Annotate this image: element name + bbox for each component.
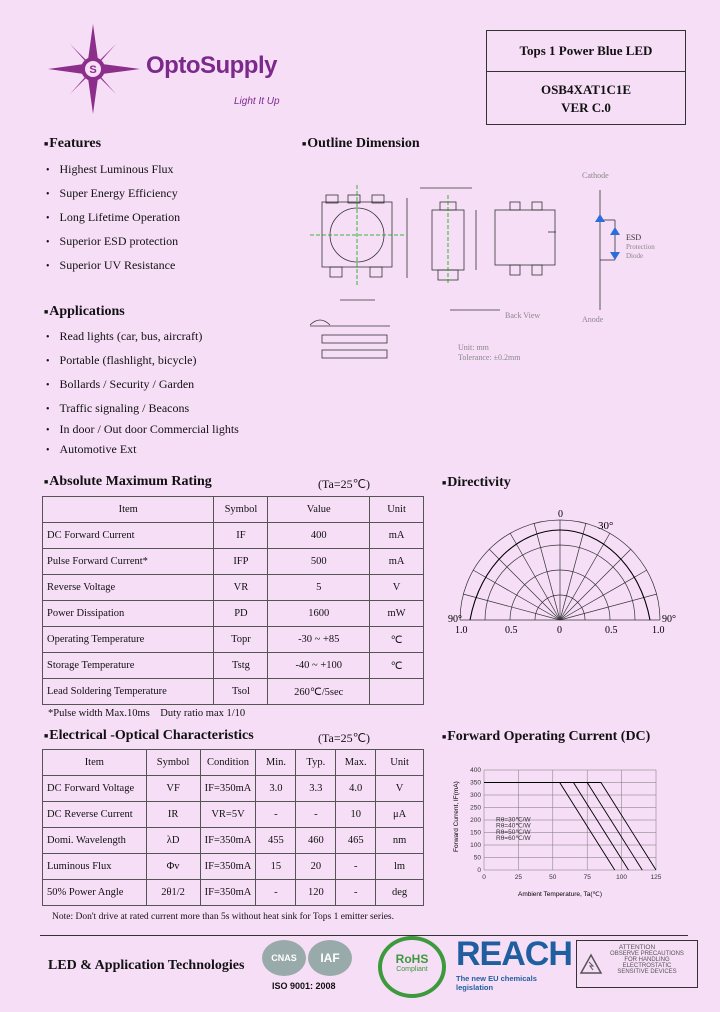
title-line3: VER C.0 — [561, 100, 611, 115]
cell: IF=350mA — [200, 854, 256, 880]
cell: Reverse Voltage — [43, 575, 214, 601]
th: Value — [268, 497, 370, 523]
cell: DC Forward Current — [43, 523, 214, 549]
foc-title: ■ Forward Operating Current (DC) — [442, 729, 650, 745]
protection-label: Protection — [626, 243, 655, 251]
iaf-logo — [308, 940, 352, 976]
th: Unit — [376, 750, 424, 776]
dir-tick: 0.5 — [605, 625, 618, 635]
cell: Operating Temperature — [43, 627, 214, 653]
table-row — [43, 776, 424, 802]
cell: IF=350mA — [200, 776, 256, 802]
eoc-title: ■ Electrical -Optical Characteristics — [44, 728, 254, 744]
rohs-logo — [378, 936, 446, 998]
cell: - — [256, 802, 296, 828]
cell: mW — [370, 601, 424, 627]
cell: - — [336, 854, 376, 880]
foc-ytick: 350 — [470, 779, 481, 787]
cell: V — [370, 575, 424, 601]
cnas-logo — [262, 940, 306, 976]
esd-label: ESD — [626, 233, 642, 242]
cell: IFP — [214, 549, 268, 575]
cell: 4.0 — [336, 776, 376, 802]
cell: IR — [146, 802, 200, 828]
foc-ylabel: Forward Current, IF(mA) — [453, 781, 460, 852]
tolerance-label: Tolerance: ±0.2mm — [458, 353, 521, 362]
foc-ytick: 400 — [470, 767, 481, 774]
th: Min. — [256, 750, 296, 776]
cell: 120 — [296, 880, 336, 906]
att-line: FOR HANDLING — [624, 957, 670, 963]
table-row — [43, 549, 424, 575]
eoc-table — [42, 749, 424, 906]
dir-left-angle: 90° — [448, 614, 462, 625]
title-line1: Tops 1 Power Blue LED — [487, 31, 685, 72]
reach-text: REACH — [456, 935, 572, 973]
cell: λD — [146, 828, 200, 854]
table-header — [43, 497, 424, 523]
amr-condition: (Ta=25℃) — [318, 477, 371, 491]
table-row — [43, 601, 424, 627]
cell: 50% Power Angle — [43, 880, 147, 906]
att-line: OBSERVE PRECAUTIONS — [610, 951, 684, 957]
foc-ytick: 150 — [470, 829, 481, 837]
foc-xtick: 25 — [514, 874, 523, 881]
cell: -30 ~ +85 — [268, 627, 370, 653]
cell: 15 — [256, 854, 296, 880]
anode-label: Anode — [582, 315, 604, 324]
att-line: SENSITIVE DEVICES — [617, 969, 677, 975]
cell: Φv — [146, 854, 200, 880]
footer-divider — [40, 935, 688, 936]
table-header — [43, 750, 424, 776]
list-item: • Highest Luminous Flux — [46, 162, 180, 186]
applications-title: ■ Applications — [44, 304, 125, 320]
cell: Power Dissipation — [43, 601, 214, 627]
list-item: • Traffic signaling / Beacons — [46, 401, 239, 422]
logo-tagline: Light It Up — [234, 96, 280, 107]
th: Unit — [370, 497, 424, 523]
eoc-note: Note: Don't drive at rated current more than 5s without heat sink for Tops 1 emitter series. — [52, 912, 394, 922]
foc-ytick: 300 — [470, 792, 481, 799]
list-item: • In door / Out door Commercial lights — [46, 422, 239, 442]
foc-legend-label: Rθ=60℃/W — [496, 835, 531, 842]
cell: VF — [146, 776, 200, 802]
cell: mA — [370, 549, 424, 575]
th: Typ. — [296, 750, 336, 776]
foc-ytick: 100 — [470, 842, 481, 849]
dir-tick: 0 — [557, 625, 562, 635]
th: Item — [43, 750, 147, 776]
cell: 5 — [268, 575, 370, 601]
svg-text:S: S — [89, 64, 97, 76]
cnas-text: CNAS — [271, 953, 297, 963]
iso-label: ISO 9001: 2008 — [272, 981, 336, 991]
cell: Storage Temperature — [43, 653, 214, 679]
cell: 460 — [296, 828, 336, 854]
att-line: ELECTROSTATIC — [622, 963, 672, 969]
foc-ytick: 50 — [473, 854, 481, 862]
foc-xtick: 125 — [650, 874, 662, 881]
list-item: • Bollards / Security / Garden — [46, 377, 239, 401]
cell: VR=5V — [200, 802, 256, 828]
th: Symbol — [146, 750, 200, 776]
cell: V — [376, 776, 424, 802]
cell: Topr — [214, 627, 268, 653]
cell: 260℃/5sec — [268, 679, 370, 705]
list-item: • Automotive Ext — [46, 442, 239, 462]
cell: 400 — [268, 523, 370, 549]
th: Condition — [200, 750, 256, 776]
th: Symbol — [214, 497, 268, 523]
diode-label: Diode — [626, 252, 644, 260]
cell: DC Forward Voltage — [43, 776, 147, 802]
cell: 455 — [256, 828, 296, 854]
cell: -40 ~ +100 — [268, 653, 370, 679]
table-row — [43, 523, 424, 549]
foc-legend-label: Rθ=40℃/W — [496, 822, 531, 830]
table-row — [43, 575, 424, 601]
foc-chart — [448, 752, 688, 902]
cell: 500 — [268, 549, 370, 575]
cell: 20 — [296, 854, 336, 880]
table-row — [43, 854, 424, 880]
table-row — [43, 828, 424, 854]
table-row — [43, 627, 424, 653]
cell: ℃ — [370, 653, 424, 679]
cell: IF — [214, 523, 268, 549]
list-item: • Superior UV Resistance — [46, 258, 180, 282]
cell: 465 — [336, 828, 376, 854]
esd-warning-icon — [579, 953, 603, 975]
cell: - — [336, 880, 376, 906]
cell: μA — [376, 802, 424, 828]
cell: Pulse Forward Current* — [43, 549, 214, 575]
list-item: • Superior ESD protection — [46, 234, 180, 258]
attention-box — [576, 940, 698, 988]
view-label: Back View — [505, 311, 541, 320]
title-box — [486, 30, 686, 125]
att-title: ATTENTION — [618, 944, 656, 951]
list-item: • Portable (flashlight, bicycle) — [46, 353, 239, 377]
amr-title: ■ Absolute Maximum Rating — [44, 474, 212, 490]
cell: - — [296, 802, 336, 828]
applications-list — [46, 329, 239, 462]
cell: Domi. Wavelength — [43, 828, 147, 854]
eoc-condition: (Ta=25℃) — [318, 731, 371, 745]
dir-tick: 1.0 — [455, 625, 468, 635]
footer-company: LED & Application Technologies — [48, 958, 245, 973]
cell: PD — [214, 601, 268, 627]
cell: mA — [370, 523, 424, 549]
outline-title: ■ Outline Dimension — [302, 136, 420, 152]
cell: Lead Soldering Temperature — [43, 679, 214, 705]
cell: DC Reverse Current — [43, 802, 147, 828]
table-row — [43, 802, 424, 828]
iaf-text: IAF — [320, 951, 340, 965]
dir-right-angle: 90° — [662, 614, 676, 625]
cell: VR — [214, 575, 268, 601]
amr-table — [42, 496, 424, 705]
cell: Tstg — [214, 653, 268, 679]
directivity-title: ■ Directivity — [442, 475, 511, 491]
foc-ytick: 200 — [470, 817, 481, 824]
cell: deg — [376, 880, 424, 906]
cell — [370, 679, 424, 705]
cell: 1600 — [268, 601, 370, 627]
foc-xlabel: Ambient Temperature, Ta(℃) — [518, 891, 603, 898]
features-title: ■ Features — [44, 136, 101, 152]
cell: lm — [376, 854, 424, 880]
list-item: • Long Lifetime Operation — [46, 210, 180, 234]
foc-xtick: 0 — [482, 874, 486, 881]
foc-xtick: 100 — [616, 874, 628, 881]
reach-logo — [456, 934, 572, 992]
amr-note: *Pulse width Max.10ms Duty ratio max 1/10 — [48, 708, 246, 719]
cell: ℃ — [370, 627, 424, 653]
rohs-sub: Compliant — [396, 966, 428, 973]
table-row — [43, 653, 424, 679]
directivity-chart — [440, 505, 710, 635]
cathode-label: Cathode — [582, 171, 609, 180]
cell: Luminous Flux — [43, 854, 147, 880]
foc-ytick: 0 — [477, 867, 481, 874]
cell: 3.0 — [256, 776, 296, 802]
features-list — [46, 162, 180, 282]
title-line2: OSB4XAT1C1E — [540, 82, 632, 97]
cell: IF=350mA — [200, 880, 256, 906]
cell: 2θ1/2 — [146, 880, 200, 906]
foc-ytick: 250 — [470, 804, 481, 812]
foc-xtick: 75 — [583, 874, 591, 881]
cell: - — [256, 880, 296, 906]
cell: 3.3 — [296, 776, 336, 802]
dir-top-label: 0 — [558, 509, 563, 520]
logo — [48, 22, 298, 117]
table-row — [43, 880, 424, 906]
th: Item — [43, 497, 214, 523]
foc-xtick: 50 — [549, 874, 557, 881]
dir-tick: 0.5 — [505, 625, 518, 635]
outline-drawing — [300, 160, 700, 370]
foc-legend-label: Rθ=50℃/W — [496, 828, 531, 836]
logo-name: OptoSupply — [146, 52, 277, 79]
dir-tick: 1.0 — [652, 625, 665, 635]
cell: Tsol — [214, 679, 268, 705]
unit-label: Unit: mm — [458, 343, 489, 352]
foc-legend-label: Rθ=30℃/W — [496, 816, 531, 824]
rohs-text: RoHS — [395, 952, 429, 966]
logo-star-icon — [48, 22, 148, 117]
th: Max. — [336, 750, 376, 776]
cell: IF=350mA — [200, 828, 256, 854]
cell: nm — [376, 828, 424, 854]
reach-sub: The new EU chemicals legislation — [456, 974, 537, 992]
list-item: • Read lights (car, bus, aircraft) — [46, 329, 239, 353]
dir-angle-label: 30° — [598, 520, 614, 532]
list-item: • Super Energy Efficiency — [46, 186, 180, 210]
cell: 10 — [336, 802, 376, 828]
table-row — [43, 679, 424, 705]
